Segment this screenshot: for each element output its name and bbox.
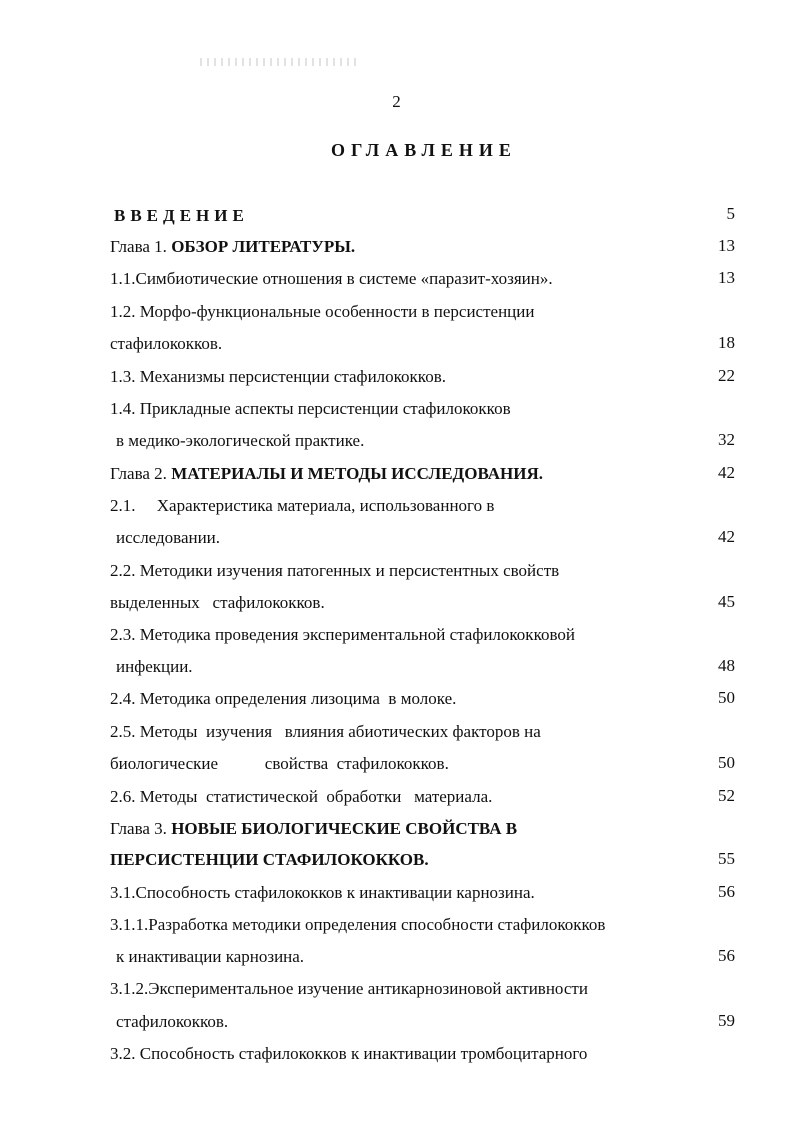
chapter-prefix: Глава 1. (110, 237, 172, 256)
toc-chapter-3[interactable] (110, 819, 517, 839)
page-title: ОГЛАВЛЕНИЕ (331, 140, 517, 160)
toc-page-number: 56 (718, 882, 735, 901)
toc-chapter-3-cont[interactable] (110, 850, 429, 870)
toc-page-number: 48 (718, 656, 735, 675)
toc-section-1-4-cont[interactable]: в медико-экологической практике. (116, 431, 365, 450)
toc-page-number: 42 (718, 527, 735, 546)
toc-section-2-2[interactable]: 2.2. Методики изучения патогенных и персистентных свойств (110, 561, 560, 580)
toc-section-2-5-cont[interactable]: биологические свойства стафилококков. (110, 754, 449, 773)
toc-page-number: 13 (718, 268, 735, 287)
toc-section-2-2-cont[interactable]: выделенных стафилококков. (110, 593, 325, 612)
toc-section-1-1[interactable]: 1.1.Симбиотические отношения в системе «паразит-хозяин». (110, 269, 553, 288)
toc-section-3-2[interactable]: 3.2. Способность стафилококков к инактивации тромбоцитарного (110, 1044, 588, 1063)
toc-intro[interactable]: ВВЕДЕНИЕ (114, 206, 249, 225)
page-number: 2 (392, 92, 401, 111)
toc-page-number: 50 (718, 753, 735, 772)
toc-section-3-1-1-cont[interactable]: к инактивации карнозина. (116, 947, 305, 966)
chapter-prefix: Глава 3. (110, 819, 172, 838)
toc-page-number: 13 (718, 236, 735, 255)
chapter-title: НОВЫЕ БИОЛОГИЧЕСКИЕ СВОЙСТВА В (171, 819, 518, 838)
toc-section-2-6[interactable]: 2.6. Методы статистической обработки материала. (110, 787, 493, 806)
toc-page-number: 50 (718, 688, 735, 707)
chapter-prefix: Глава 2. (110, 464, 172, 483)
toc-section-2-1-cont[interactable]: исследовании. (116, 528, 221, 547)
toc-section-2-5[interactable]: 2.5. Методы изучения влияния абиотических факторов на (110, 722, 541, 741)
toc-section-3-1-1[interactable]: 3.1.1.Разработка методики определения способности стафилококков (110, 915, 606, 934)
toc-page-number: 5 (726, 204, 735, 223)
toc-page-number: 42 (718, 463, 735, 482)
toc-section-3-1-2[interactable]: 3.1.2.Экспериментальное изучение антикарнозиновой активности (110, 979, 588, 998)
toc-section-1-2[interactable]: 1.2. Морфо-функциональные особенности в персистенции (110, 302, 535, 321)
toc-section-1-3[interactable]: 1.3. Механизмы персистенции стафилококков. (110, 367, 446, 386)
toc-section-3-1-2-cont[interactable]: стафилококков. (116, 1012, 229, 1031)
toc-page-number: 55 (718, 849, 735, 868)
toc-page-number: 59 (718, 1011, 735, 1030)
toc-page-number: 32 (718, 430, 735, 449)
toc-chapter-1[interactable] (110, 237, 355, 257)
toc-page-number: 52 (718, 786, 735, 805)
toc-section-1-2-cont[interactable]: стафилококков. (110, 334, 223, 353)
chapter-title-cont: ПЕРСИСТЕНЦИИ СТАФИЛОКОККОВ. (110, 850, 429, 869)
toc-section-2-4[interactable]: 2.4. Методика определения лизоцима в молоке. (110, 689, 457, 708)
toc-page-number: 45 (718, 592, 735, 611)
toc-chapter-2[interactable] (110, 464, 543, 484)
chapter-title: МАТЕРИАЛЫ И МЕТОДЫ ИССЛЕДОВАНИЯ. (171, 464, 543, 483)
toc-section-3-1[interactable]: 3.1.Способность стафилококков к инактивации карнозина. (110, 883, 535, 902)
chapter-title: ОБЗОР ЛИТЕРАТУРЫ. (171, 237, 356, 256)
toc-section-1-4[interactable]: 1.4. Прикладные аспекты персистенции стафилококков (110, 399, 511, 418)
toc-section-2-3[interactable]: 2.3. Методика проведения экспериментальной стафилококковой (110, 625, 575, 644)
toc-page-number: 18 (718, 333, 735, 352)
toc-section-2-1[interactable]: 2.1. Характеристика материала, использованного в (110, 496, 495, 515)
toc-page-number: 22 (718, 366, 735, 385)
toc-section-2-3-cont[interactable]: инфекции. (116, 657, 193, 676)
toc-page-number: 56 (718, 946, 735, 965)
